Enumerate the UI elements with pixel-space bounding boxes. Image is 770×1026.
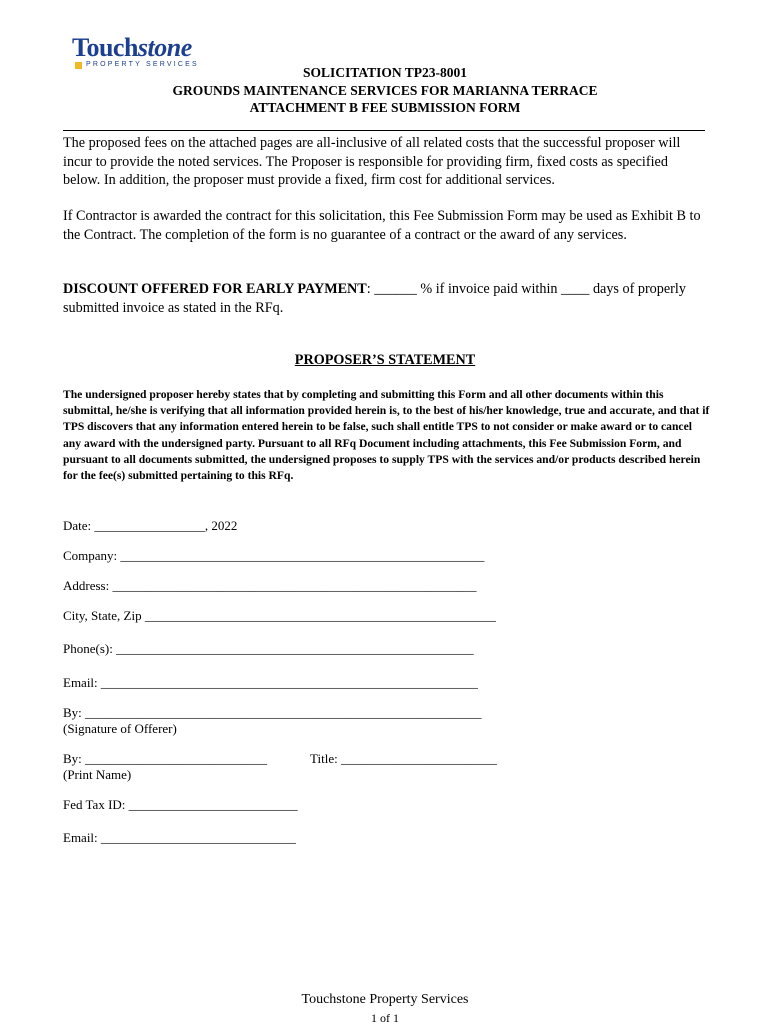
solicitation-subject: GROUNDS MAINTENANCE SERVICES FOR MARIANNA TERRACE [172,82,598,98]
print-name-field[interactable]: By: ____________________________ [63,751,268,766]
solicitation-number: SOLICITATION TP23-8001 [303,65,467,80]
discount-paragraph [63,280,708,317]
page-number: 1 of 1 [371,1011,399,1025]
title-field[interactable]: Title: ________________________ [310,751,497,766]
print-name-caption: (Print Name) [63,767,132,782]
footer-company: Touchstone Property Services [301,992,469,1007]
city-state-zip-field[interactable]: City, State, Zip ______________________________________________________ [63,608,496,623]
date-field[interactable]: Date: _________________, 2022 [63,518,238,533]
proposer-statement-text: The undersigned proposer hereby states that by completing and submitting this Form and all other documents within this submittal, he/she is verifying that all information provided herein is, to the best of his/her knowledge, true and accurate, and that if TPS discovers that any information entered herein to be false, such shall entitle TPS to not consider or make award or to cancel any award with the undersigned party. Pursuant to all RFq Document including attachments, this Fee Submission Form, and pursuant to all documents submitted, the undersigned proposes to supply TPS with the services and/or products described herein for the fee(s) submitted pertaining to this RFq. [63,388,710,483]
logo-tagline: PROPERTY SERVICES [86,61,199,68]
second-email-field[interactable]: Email: ______________________________ [63,830,296,845]
email-field[interactable]: Email: __________________________________________________________ [63,675,478,690]
phone-field[interactable]: Phone(s): _______________________________________________________ [63,641,474,656]
proposer-statement-heading: PROPOSER’S STATEMENT [294,352,476,368]
attachment-title: ATTACHMENT B FEE SUBMISSION FORM [249,100,521,115]
document-title [0,64,770,117]
discount-text: : ______ % if invoice paid within ____ days of properly submitted invoice as stated in the RFq. [63,281,686,316]
contract-paragraph: If Contractor is awarded the contract for this solicitation, this Fee Submission Form may be used as Exhibit B to the Contract. The completion of the form is no guarantee of a contract or the award of any services. [63,208,701,243]
signature-field[interactable]: By: _____________________________________________________________ [63,705,482,720]
header-divider [63,130,705,131]
address-field[interactable]: Address: ________________________________________________________ [63,578,477,593]
logo-wordmark: Touchstone [72,33,192,62]
signature-caption: (Signature of Offerer) [63,721,177,736]
tax-id-field[interactable]: Fed Tax ID: __________________________ [63,797,298,812]
company-field[interactable]: Company: ________________________________________________________ [63,548,485,563]
fees-paragraph: The proposed fees on the attached pages are all-inclusive of all related costs that the successful proposer will incur to provide the noted services. The Proposer is responsible for providing firm, fixed costs as specified below. In addition, the proposer must provide a fixed, firm cost for additional services. [63,135,681,188]
discount-label: DISCOUNT OFFERED FOR EARLY PAYMENT [63,281,367,297]
